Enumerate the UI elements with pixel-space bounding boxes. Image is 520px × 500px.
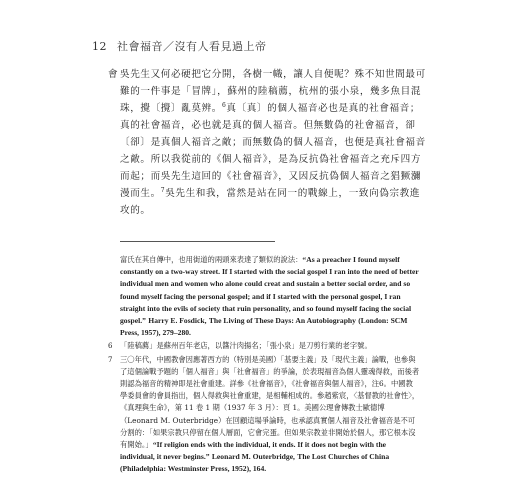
footnote-5-author: Harry E. Fosdick,	[148, 316, 207, 326]
footnote-6-number: 6	[108, 342, 113, 351]
footnote-7-number: 7	[108, 355, 113, 364]
footnote-5-publication: (London: SCM Press, 1957), 279–280.	[120, 316, 408, 338]
footnote-7	[108, 354, 420, 476]
footnote-5-chinese: 富氏在其自傳中，也用街道的兩頭來表達了類似的說法：	[120, 255, 303, 264]
main-text-part-2: 真〔真〕的個人福音必也是真的社會福音；真的社會福音，必也就是真的個人福音。但無數偽的社會福音，卻〔卻〕是真個人福音之敵；而無數偽的個人福音，也便是真社會福音之敵。所以我從前的《個人福音》，是為反抗偽社會福音之充斥四方而起；而吳先生這回的《社會福音》，又因反抗偽個人福音之猖獗瀰漫而生。	[120, 103, 426, 199]
page-number: 12	[92, 40, 107, 53]
footnote-5-book-title: The Living of These Days: An Autobiography	[208, 316, 356, 326]
main-paragraph	[108, 66, 428, 219]
footnote-5-continued	[120, 254, 420, 339]
footnote-divider	[120, 241, 275, 242]
footnote-7-english-quote: “If religion ends with the individual, it ends. If it does not begin with the individual, it never begins.”	[120, 440, 387, 462]
running-header	[92, 38, 267, 54]
footnote-7-book-title: The Lost Churches of China	[297, 452, 390, 462]
footnote-6	[108, 340, 420, 352]
footnote-5-english-quote: “As a preacher I found myself constantly on a two-way street. If I started with the social gospel I ran into the need of better individual men and women who alone could creat and sustain a better social order, and so found myself facing the personal gospel; and if I started with the personal gospel, I ran straight into the evils of society that ruin personality, and so found myself facing the social gospel.”	[120, 255, 419, 326]
footnote-ref-6: 6	[221, 101, 227, 109]
footnote-6-text: 「陸稿薦」是蘇州百年老店，以醬汁肉揚名；「張小泉」是刀剪行業的老字號。	[120, 341, 372, 351]
footnote-7-author: Leonard M. Outerbridge,	[211, 452, 295, 462]
footnote-ref-7: 7	[160, 186, 166, 194]
footnote-7-publication: (Philadelphia: Westminster Press, 1952), 164.	[120, 464, 267, 474]
footnote-7-chinese: 三〇年代，中國教會因應著西方的（特別是美國）「基要主義」及「現代主義」論戰，也參與了這個論戰予題的「個人福音」與「社會福音」的爭論，於表現福音為個人靈魂得救，而後者則認為福音的精神即是社會重建。詳參《社會福音》，《社會福音與個人福音》，注6。中國教學委員會的會員指出，個人得救與社會重建，是相輔相成的。參趙紫宸，〈基督教的社會性〉，《真理與生命》，第 11 卷 1 期（1937 年 3 月）：頁 1。美國公理會傳教士歐德博（Leonard M. Outerbridge）在回顧這場爭論時，也承認真實個人福音及社會福音是不可分割的：「如果宗教只停留在個人層面，它會完蛋。但如果宗教並非開始於個人，那它根本沒有開始。」	[120, 354, 420, 450]
paragraph-prefix: 會	[108, 69, 119, 80]
running-title: 社會福音／沒有人看見過上帝	[117, 40, 267, 53]
main-text-part-3: 吳先生和我，當然是站在同一的戰線上，一致向偽宗教進攻的。	[120, 188, 421, 216]
main-text-part-1: 吳先生又何必硬把它分開，各樹一幟，讓人自便呢？殊不知世間最可難的一件事是「冒牌」，蘇州的陸稿薦，杭州的張小泉，幾多魚目混珠，攪〔攪〕亂莫辨。	[120, 69, 426, 114]
footnotes-section	[108, 254, 420, 477]
